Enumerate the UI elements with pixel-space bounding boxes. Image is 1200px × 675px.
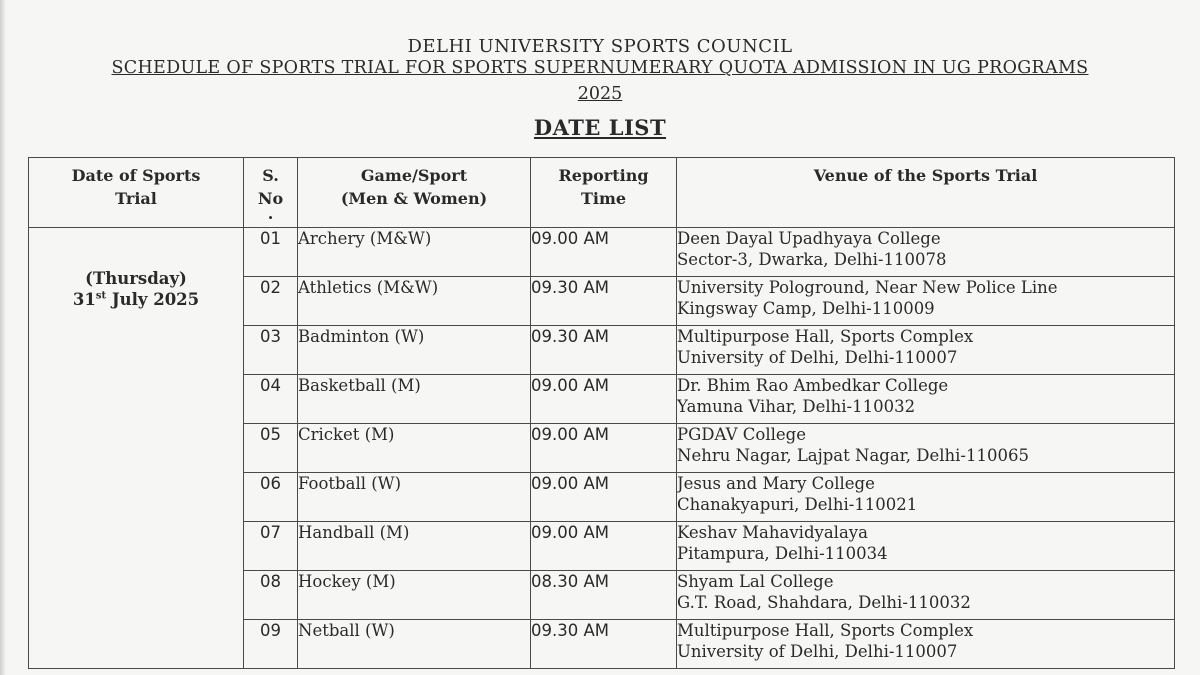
row-venue-line2: Sector-3, Dwarka, Delhi-110078 [677,250,947,269]
row-reporting-time: 09.00 AM [531,522,677,571]
row-reporting-time: 09.00 AM [531,424,677,473]
row-sno: 01 [244,228,298,277]
header-time-line2: Time [580,189,627,208]
row-reporting-time: 09.00 AM [531,473,677,522]
row-venue [677,277,1175,326]
row-game: Badminton (W) [298,326,531,375]
row-venue [677,326,1175,375]
row-game: Cricket (M) [298,424,531,473]
row-venue-line1: Jesus and Mary College [677,474,875,493]
header-sno-line2: No [257,189,284,208]
row-reporting-time: 09.00 AM [531,228,677,277]
row-reporting-time: 08.30 AM [531,571,677,620]
row-venue-line1: University Pologround, Near New Police Line [677,278,1058,297]
row-game: Basketball (M) [298,375,531,424]
trial-weekday: (Thursday) [85,269,187,288]
row-reporting-time: 09.30 AM [531,326,677,375]
header-date [29,158,244,228]
trial-date-cell [29,228,244,669]
header-game-line1: Game/Sport [360,166,468,185]
row-game: Archery (M&W) [298,228,531,277]
row-venue-line1: Shyam Lal College [677,572,834,591]
row-venue-line1: Dr. Bhim Rao Ambedkar College [677,376,949,395]
schedule-table [28,157,1175,669]
table-header-row [29,158,1175,228]
row-reporting-time: 09.30 AM [531,277,677,326]
row-game: Athletics (M&W) [298,277,531,326]
schedule-year: 2025 [577,84,623,104]
row-venue [677,522,1175,571]
row-venue-line2: University of Delhi, Delhi-110007 [677,348,958,367]
council-title: DELHI UNIVERSITY SPORTS COUNCIL [407,36,793,57]
header-sno-line1: S. [262,166,279,185]
row-venue-line2: Pitampura, Delhi-110034 [677,544,888,563]
row-game: Handball (M) [298,522,531,571]
trial-day: 31 [72,290,96,309]
header-date-line2: Trial [115,189,157,208]
row-venue-line2: Nehru Nagar, Lajpat Nagar, Delhi-110065 [677,446,1029,465]
header-venue: Venue of the Sports Trial [677,158,1175,228]
header-time-line1: Reporting [558,166,649,185]
row-venue [677,620,1175,669]
row-venue-line1: PGDAV College [677,425,806,444]
row-venue-line2: Yamuna Vihar, Delhi-110032 [677,397,916,416]
row-sno: 06 [244,473,298,522]
header-time [531,158,677,228]
row-reporting-time: 09.00 AM [531,375,677,424]
row-venue [677,375,1175,424]
trial-month-year: July 2025 [111,290,200,309]
row-venue-line2: University of Delhi, Delhi-110007 [677,642,958,661]
row-venue [677,571,1175,620]
date-list-title: DATE LIST [533,115,667,140]
trial-full-date [29,289,243,310]
row-venue-line1: Deen Dayal Upadhyaya College [677,229,941,248]
row-sno: 05 [244,424,298,473]
row-venue [677,228,1175,277]
row-sno: 04 [244,375,298,424]
header-game [298,158,531,228]
header-game-line2: (Men & Women) [340,189,488,208]
schedule-table-container [28,157,1175,669]
trial-date [29,228,243,310]
row-venue-line2: Chanakyapuri, Delhi-110021 [677,495,918,514]
row-game: Netball (W) [298,620,531,669]
row-venue-line1: Multipurpose Hall, Sports Complex [677,327,974,346]
row-sno: 03 [244,326,298,375]
row-sno: 08 [244,571,298,620]
row-reporting-time: 09.30 AM [531,620,677,669]
row-sno: 07 [244,522,298,571]
row-venue-line1: Multipurpose Hall, Sports Complex [677,621,974,640]
row-venue-line2: Kingsway Camp, Delhi-110009 [677,299,935,318]
header-date-line1: Date of Sports [71,166,201,185]
header-sno [244,158,298,228]
row-venue [677,424,1175,473]
row-venue-line1: Keshav Mahavidyalaya [677,523,868,542]
header-sno-line3: . [267,204,274,223]
trial-day-suffix: st [95,290,107,302]
schedule-title: SCHEDULE OF SPORTS TRIAL FOR SPORTS SUPERNUMERARY QUOTA ADMISSION IN UG PROGRAMS [111,58,1089,78]
row-game: Football (W) [298,473,531,522]
row-sno: 09 [244,620,298,669]
row-sno: 02 [244,277,298,326]
row-venue-line2: G.T. Road, Shahdara, Delhi-110032 [677,593,971,612]
row-game: Hockey (M) [298,571,531,620]
row-venue [677,473,1175,522]
table-row [29,228,1175,277]
